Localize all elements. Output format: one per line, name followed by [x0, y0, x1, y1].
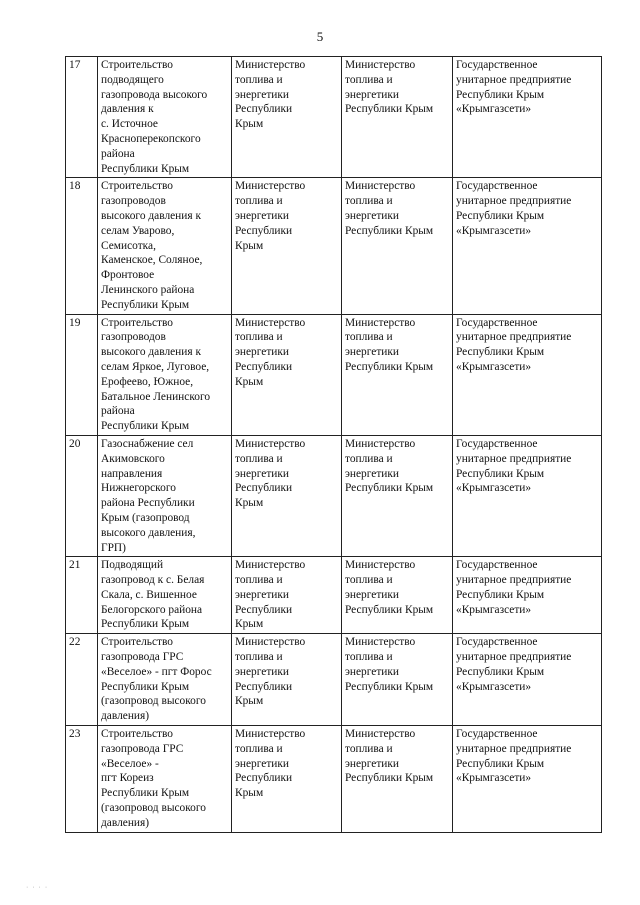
- cell-line: энергетики: [235, 346, 290, 359]
- table-row: [66, 435, 602, 556]
- cell-line: Крым: [235, 375, 264, 388]
- cell-line: Республики Крым: [456, 757, 545, 770]
- cell-line: района Республики: [101, 497, 195, 510]
- row-number: 21: [66, 557, 98, 634]
- table-row: [66, 557, 602, 634]
- organization-cell: [453, 726, 602, 833]
- cell-line: топлива и: [235, 742, 283, 755]
- table-row: [66, 178, 602, 314]
- cell-line: подводящего: [101, 73, 164, 86]
- cell-line: Строительство: [101, 59, 173, 71]
- cell-line: энергетики: [235, 467, 290, 480]
- cell-line: Красноперекопского: [101, 132, 201, 145]
- cell-line: Министерство: [345, 728, 416, 741]
- cell-line: Ленинского района: [101, 283, 195, 296]
- cell-line: «Веселое» - пгт Форос: [101, 665, 212, 678]
- cell-line: «Веселое» -: [101, 757, 159, 770]
- cell-line: Нижнегорского: [101, 482, 176, 495]
- page-number: 5: [316, 29, 324, 44]
- cell-line: Семисотка,: [101, 239, 156, 252]
- cell-line: Республики Крым: [101, 787, 190, 800]
- cell-line: «Крымгазсети»: [456, 772, 532, 785]
- cell-line: давления к: [101, 103, 154, 116]
- cell-line: Республики: [235, 360, 293, 373]
- co-executor-cell: [342, 178, 453, 314]
- cell-line: топлива и: [345, 73, 393, 86]
- cell-line: высокого давления,: [101, 526, 196, 539]
- cell-line: Республики: [235, 224, 293, 237]
- cell-line: Республики Крым: [456, 588, 545, 601]
- project-name-cell: [98, 634, 232, 726]
- cell-line: «Крымгазсети»: [456, 603, 532, 616]
- responsible-executor-cell: [232, 57, 342, 178]
- row-number: 23: [66, 726, 98, 833]
- cell-line: Ерофеево, Южное,: [101, 375, 194, 388]
- responsible-executor-cell: [232, 435, 342, 556]
- cell-line: Белогорского района: [101, 603, 203, 616]
- cell-line: Фронтовое: [101, 269, 155, 282]
- cell-line: Республики Крым: [345, 360, 434, 373]
- cell-line: Республики Крым: [345, 680, 434, 693]
- cell-line: давления): [101, 710, 150, 723]
- responsible-executor-cell: [232, 557, 342, 634]
- co-executor-cell: [342, 557, 453, 634]
- cell-line: ГРП): [101, 541, 126, 554]
- organization-cell: [453, 57, 602, 178]
- cell-line: Республики: [235, 603, 293, 616]
- cell-line: Крым: [235, 497, 264, 510]
- cell-line: Министерство: [345, 316, 416, 329]
- cell-line: Министерство: [345, 636, 416, 649]
- cell-line: Скала, с. Вишенное: [101, 588, 197, 601]
- cell-line: Министерство: [235, 559, 306, 572]
- cell-line: пгт Кореиз: [101, 772, 154, 785]
- cell-line: Республики Крым: [456, 88, 545, 101]
- cell-line: высокого давления к: [101, 346, 201, 359]
- co-executor-cell: [342, 634, 453, 726]
- cell-line: Государственное: [456, 559, 538, 572]
- cell-line: Крым: [235, 787, 264, 800]
- cell-line: топлива и: [235, 651, 283, 664]
- cell-line: «Крымгазсети»: [456, 482, 532, 495]
- cell-line: энергетики: [345, 665, 400, 678]
- cell-line: Строительство: [101, 728, 173, 741]
- cell-line: унитарное предприятие: [456, 574, 572, 587]
- cell-line: Каменское, Соляное,: [101, 254, 203, 267]
- co-executor-cell: [342, 726, 453, 833]
- cell-line: топлива и: [345, 452, 393, 465]
- cell-line: Министерство: [235, 636, 306, 649]
- cell-line: топлива и: [345, 651, 393, 664]
- cell-line: Министерство: [235, 728, 306, 741]
- cell-line: унитарное предприятие: [456, 651, 572, 664]
- cell-line: Республики Крым: [456, 346, 545, 359]
- cell-line: Республики Крым: [101, 420, 190, 433]
- row-number: 19: [66, 314, 98, 435]
- cell-line: Республики: [235, 482, 293, 495]
- organization-cell: [453, 557, 602, 634]
- cell-line: топлива и: [235, 73, 283, 86]
- cell-line: газопроводов: [101, 195, 166, 208]
- cell-line: Министерство: [235, 59, 306, 71]
- cell-line: (газопровод высокого: [101, 802, 206, 815]
- cell-line: энергетики: [235, 209, 290, 222]
- cell-line: газопровода ГРС: [101, 651, 184, 664]
- cell-line: Министерство: [235, 316, 306, 329]
- row-number: 17: [66, 57, 98, 178]
- cell-line: Государственное: [456, 437, 538, 450]
- cell-line: «Крымгазсети»: [456, 360, 532, 373]
- cell-line: селам Уварово,: [101, 224, 175, 237]
- cell-line: энергетики: [345, 757, 400, 770]
- cell-line: Республики Крым: [456, 467, 545, 480]
- table-row: [66, 57, 602, 178]
- cell-line: энергетики: [345, 209, 400, 222]
- organization-cell: [453, 634, 602, 726]
- cell-line: Республики Крым: [345, 224, 434, 237]
- row-number: 20: [66, 435, 98, 556]
- project-name-cell: [98, 435, 232, 556]
- project-name-cell: [98, 57, 232, 178]
- cell-line: Газоснабжение сел: [101, 437, 194, 450]
- cell-line: Крым: [235, 118, 264, 131]
- cell-line: давления): [101, 816, 150, 829]
- cell-line: энергетики: [235, 588, 290, 601]
- cell-line: «Крымгазсети»: [456, 103, 532, 116]
- cell-line: (газопровод высокого: [101, 695, 206, 708]
- cell-line: Строительство: [101, 180, 173, 193]
- cell-line: энергетики: [235, 757, 290, 770]
- table-row: [66, 634, 602, 726]
- cell-line: унитарное предприятие: [456, 73, 572, 86]
- cell-line: Государственное: [456, 636, 538, 649]
- cell-line: Республики Крым: [456, 665, 545, 678]
- co-executor-cell: [342, 57, 453, 178]
- cell-line: Республики: [235, 772, 293, 785]
- cell-line: энергетики: [345, 346, 400, 359]
- cell-line: Крым (газопровод: [101, 511, 190, 524]
- row-number: 22: [66, 634, 98, 726]
- cell-line: энергетики: [345, 588, 400, 601]
- organization-cell: [453, 178, 602, 314]
- cell-line: газопроводов: [101, 331, 166, 344]
- cell-line: Министерство: [345, 559, 416, 572]
- cell-line: топлива и: [235, 195, 283, 208]
- cell-line: района: [101, 147, 135, 160]
- cell-line: Строительство: [101, 636, 173, 649]
- cell-line: Республики Крым: [101, 162, 190, 175]
- table-body: [66, 57, 602, 833]
- row-number: 18: [66, 178, 98, 314]
- cell-line: топлива и: [345, 742, 393, 755]
- project-name-cell: [98, 557, 232, 634]
- cell-line: энергетики: [235, 88, 290, 101]
- cell-line: Государственное: [456, 180, 538, 193]
- cell-line: Министерство: [235, 180, 306, 193]
- cell-line: Акимовского: [101, 452, 165, 465]
- cell-line: топлива и: [345, 574, 393, 587]
- responsible-executor-cell: [232, 178, 342, 314]
- project-name-cell: [98, 726, 232, 833]
- cell-line: унитарное предприятие: [456, 742, 572, 755]
- program-table: [65, 56, 602, 833]
- cell-line: энергетики: [235, 665, 290, 678]
- cell-line: Республики Крым: [456, 209, 545, 222]
- cell-line: газопровода высокого: [101, 88, 208, 101]
- project-name-cell: [98, 178, 232, 314]
- cell-line: Республики: [235, 680, 293, 693]
- cell-line: Подводящий: [101, 559, 164, 572]
- cell-line: топлива и: [345, 195, 393, 208]
- cell-line: газопровода ГРС: [101, 742, 184, 755]
- cell-line: Государственное: [456, 59, 538, 71]
- cell-line: Министерство: [345, 180, 416, 193]
- cell-line: Министерство: [345, 437, 416, 450]
- cell-line: Республики Крым: [345, 603, 434, 616]
- cell-line: Крым: [235, 618, 264, 631]
- cell-line: Строительство: [101, 316, 173, 329]
- cell-line: направления: [101, 467, 163, 480]
- cell-line: унитарное предприятие: [456, 195, 572, 208]
- cell-line: Крым: [235, 239, 264, 252]
- cell-line: энергетики: [345, 467, 400, 480]
- responsible-executor-cell: [232, 726, 342, 833]
- cell-line: топлива и: [345, 331, 393, 344]
- cell-line: Республики Крым: [101, 618, 190, 631]
- co-executor-cell: [342, 314, 453, 435]
- cell-line: Республики Крым: [345, 772, 434, 785]
- cell-line: «Крымгазсети»: [456, 680, 532, 693]
- cell-line: Министерство: [235, 437, 306, 450]
- cell-line: Республики Крым: [345, 482, 434, 495]
- responsible-executor-cell: [232, 634, 342, 726]
- table-row: [66, 314, 602, 435]
- cell-line: «Крымгазсети»: [456, 224, 532, 237]
- cell-line: Батальное Ленинского: [101, 390, 211, 403]
- cell-line: унитарное предприятие: [456, 452, 572, 465]
- cell-line: Республики Крым: [345, 103, 434, 116]
- co-executor-cell: [342, 435, 453, 556]
- cell-line: унитарное предприятие: [456, 331, 572, 344]
- table-row: [66, 726, 602, 833]
- cell-line: Государственное: [456, 728, 538, 741]
- cell-line: энергетики: [345, 88, 400, 101]
- cell-line: Государственное: [456, 316, 538, 329]
- cell-line: высокого давления к: [101, 209, 201, 222]
- cell-line: Крым: [235, 695, 264, 708]
- responsible-executor-cell: [232, 314, 342, 435]
- cell-line: топлива и: [235, 574, 283, 587]
- cell-line: Республики: [235, 103, 293, 116]
- cell-line: топлива и: [235, 331, 283, 344]
- cell-line: Республики Крым: [101, 298, 190, 311]
- scan-stamp-mark: · · · ·: [26, 884, 49, 891]
- project-name-cell: [98, 314, 232, 435]
- cell-line: района: [101, 405, 135, 418]
- cell-line: селам Яркое, Луговое,: [101, 360, 210, 373]
- cell-line: Министерство: [345, 59, 416, 71]
- organization-cell: [453, 435, 602, 556]
- organization-cell: [453, 314, 602, 435]
- cell-line: газопровод к с. Белая: [101, 574, 205, 587]
- cell-line: Республики Крым: [101, 680, 190, 693]
- cell-line: с. Источное: [101, 118, 158, 131]
- cell-line: топлива и: [235, 452, 283, 465]
